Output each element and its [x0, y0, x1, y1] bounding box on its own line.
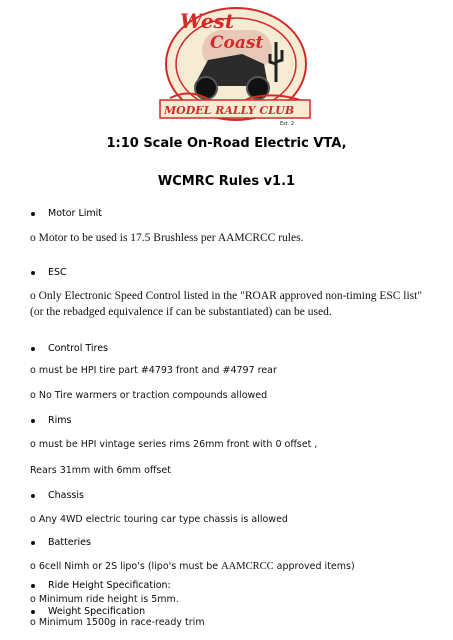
- heading-esc: ESC: [48, 267, 67, 278]
- text-motor: o Motor to be used is 17.5 Brushless per AAMCRCC rules.: [30, 232, 304, 244]
- text-esc: o Only Electronic Speed Control listed in the "ROAR approved non-timing ESC list" (or the rebadged equivalence if can be substantiated) can be used.: [30, 290, 423, 318]
- heading-rims: Rims: [48, 415, 72, 426]
- bullet-dot-icon: [31, 212, 35, 216]
- title-line-1: 1:10 Scale On-Road Electric VTA,: [106, 136, 347, 151]
- bullet-dot-icon: [31, 271, 35, 275]
- bullet-dot-icon: [31, 610, 35, 614]
- bullet-ride-height: [30, 580, 171, 591]
- logo-text-west: West: [180, 9, 235, 33]
- bullet-batteries: [30, 537, 91, 548]
- text-rims-2: Rears 31mm with 6mm offset: [30, 465, 171, 476]
- bullet-rims: [30, 415, 71, 426]
- text-chassis: o Any 4WD electric touring car type chassis is allowed: [30, 514, 288, 525]
- club-logo: [150, 2, 320, 130]
- bullet-dot-icon: [31, 584, 35, 588]
- text-ride-height: o Minimum ride height is 5mm.: [30, 594, 179, 605]
- logo-text-club: MODEL RALLY CLUB: [164, 104, 295, 117]
- bullet-esc: [30, 267, 67, 278]
- text-batteries-c: approved items): [273, 561, 355, 572]
- text-weight: o Minimum 1500g in race-ready trim: [30, 617, 205, 628]
- bullet-dot-icon: [31, 541, 35, 545]
- bullet-dot-icon: [31, 419, 35, 423]
- heading-chassis: Chassis: [48, 490, 84, 501]
- bullet-motor-limit: [30, 208, 102, 219]
- bullet-control-tires: [30, 343, 108, 354]
- logo-text-est: Est. 2: [280, 121, 295, 127]
- bullet-dot-icon: [31, 347, 35, 351]
- heading-ride-height: Ride Height Specification:: [48, 580, 171, 591]
- text-rims-1: o must be HPI vintage series rims 26mm front with 0 offset ,: [30, 439, 318, 450]
- bullet-weight: [30, 606, 145, 617]
- logo-text-coast: Coast: [210, 33, 264, 53]
- title-line-2: WCMRC Rules v1.1: [157, 174, 296, 189]
- text-tires-2: o No Tire warmers or traction compounds allowed: [30, 390, 268, 401]
- bullet-dot-icon: [31, 494, 35, 498]
- text-batteries: [30, 561, 355, 572]
- text-batteries-a: o 6cell Nimh or 2S lipo's (lipo's must be: [30, 561, 222, 572]
- text-batteries-b: AAMCRCC: [221, 561, 274, 572]
- heading-batteries: Batteries: [48, 537, 91, 548]
- heading-weight: Weight Specification: [48, 606, 146, 617]
- text-tires-1: o must be HPI tire part #4793 front and #4797 rear: [30, 365, 277, 376]
- heading-control-tires: Control Tires: [48, 343, 109, 354]
- heading-motor-limit: Motor Limit: [48, 208, 103, 219]
- bullet-chassis: [30, 490, 84, 501]
